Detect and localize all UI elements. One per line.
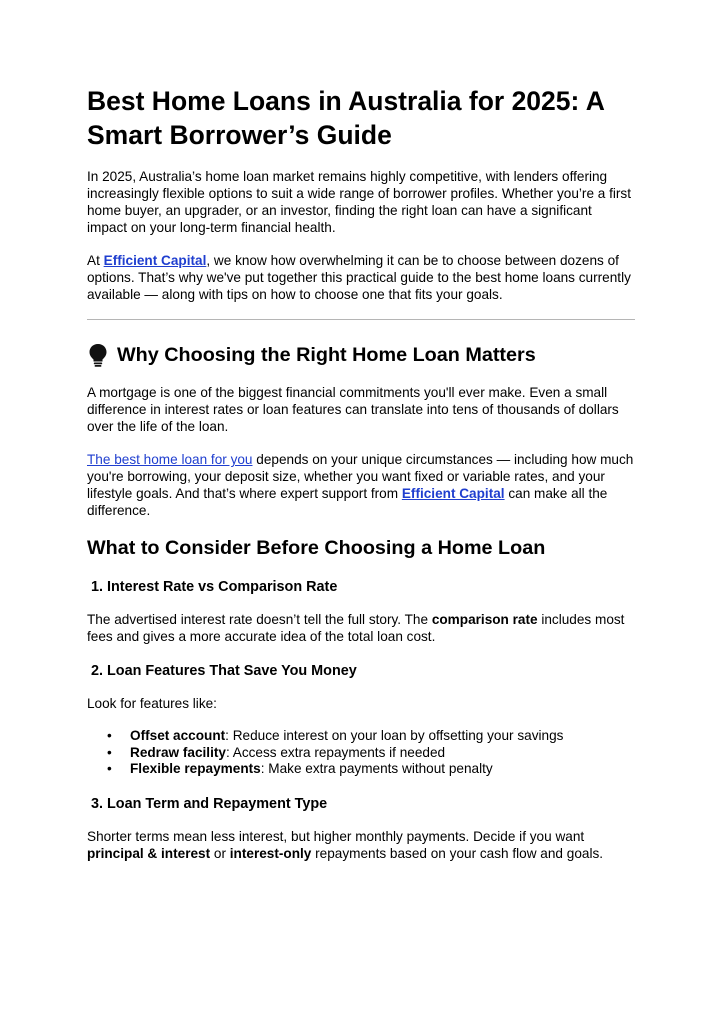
why-heading-text: Why Choosing the Right Home Loan Matters (117, 344, 536, 366)
section-2-heading: 2. Loan Features That Save You Money (91, 663, 357, 679)
s3-text-c: repayments based on your cash flow and goals. (311, 845, 604, 861)
feature-term: Flexible repayments (130, 761, 261, 776)
document-page (87, 84, 635, 878)
intro-paragraph-2 (87, 252, 635, 303)
why-p2-mid: depends on your unique circumstances — including how much you're borrowing, your deposit size, whether you want fixed or variable rates, and your lifestyle goals. And that’s where expert support from (87, 452, 634, 501)
intro-p2-suffix: , we know how overwhelming it can be to choose between dozens of options. That’s why we've put together this practical guide to the best home loans currently available — along with tips on how to choose one that fits your goals. (87, 253, 631, 302)
s3-text-b: or (210, 845, 230, 861)
section-1-heading: 1. Interest Rate vs Comparison Rate (91, 579, 338, 595)
feature-term: Redraw facility (130, 744, 226, 760)
feature-term: Offset account (130, 728, 226, 743)
why-paragraph-1: A mortgage is one of the biggest financial commitments you'll ever make. Even a small difference in interest rates or loan features can translate into tens of thousands of dollars over the life of the loan. (87, 385, 619, 434)
page-title: Best Home Loans in Australia for 2025: A Smart Borrower’s Guide (87, 86, 604, 150)
bullet-icon: • (107, 761, 112, 776)
lightbulb-icon (87, 342, 109, 368)
section-3-paragraph (87, 828, 635, 862)
efficient-capital-link-2[interactable]: Efficient Capital (401, 486, 505, 501)
bullet-icon: • (107, 728, 112, 743)
s3-text-a: Shorter terms mean less interest, but higher monthly payments. Decide if you want (87, 828, 585, 844)
section-1-paragraph (87, 611, 635, 645)
why-heading (87, 342, 635, 368)
intro-p2-prefix: At (87, 253, 104, 268)
interest-only-term: interest-only (229, 845, 312, 861)
bullet-icon: • (107, 744, 112, 760)
list-item (87, 761, 635, 778)
s1-text-b: includes most fees and gives a more accurate idea of the total loan cost. (87, 612, 625, 644)
feature-desc: : Make extra payments without penalty (260, 761, 493, 776)
efficient-capital-link[interactable]: Efficient Capital (103, 253, 207, 268)
principal-interest-term: principal & interest (87, 845, 211, 861)
why-p2-suffix: can make all the difference. (87, 486, 608, 518)
why-paragraph-2 (87, 451, 635, 519)
list-item (87, 745, 635, 762)
best-home-loan-link[interactable]: The best home loan for you (87, 452, 253, 467)
section-3-heading: 3. Loan Term and Repayment Type (91, 795, 328, 812)
comparison-rate-term: comparison rate (431, 612, 538, 627)
s1-text-a: The advertised interest rate doesn’t tell the full story. The (87, 612, 432, 627)
section-2-intro: Look for features like: (87, 696, 217, 711)
feature-desc: : Access extra repayments if needed (225, 744, 446, 760)
section-divider (87, 319, 635, 320)
consider-heading: What to Consider Before Choosing a Home Loan (87, 537, 546, 559)
intro-paragraph-1: In 2025, Australia’s home loan market remains highly competitive, with lenders offering increasingly flexible options to suit a wide range of borrower profiles. Whether you’re a first home buyer, an upgrader, or an investor, finding the right loan can have a significant impact on your long-term financial health. (87, 169, 632, 235)
list-item (87, 728, 635, 745)
feature-list (87, 728, 635, 778)
feature-desc: : Reduce interest on your loan by offsetting your savings (225, 728, 564, 743)
